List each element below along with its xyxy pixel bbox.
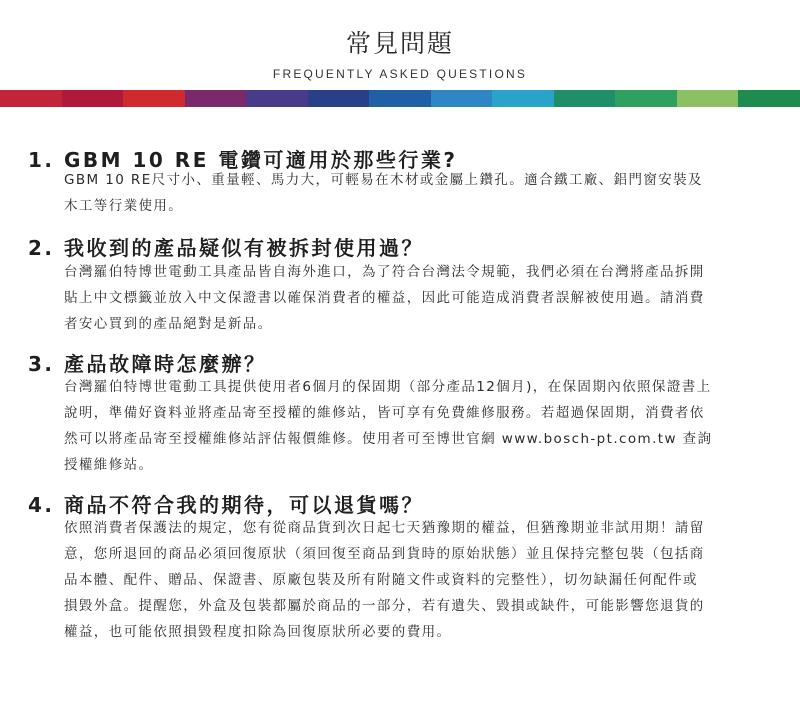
stripe-segment [123, 90, 185, 107]
stripe-segment [369, 90, 431, 107]
faq-answer-line: 台灣羅伯特博世電動工具產品皆自海外進口，為了符合台灣法令規範，我們必須在台灣將產品拆開 [64, 264, 705, 280]
stripe-segment [492, 90, 554, 107]
faq-question-4: 4. 商品不符合我的期待，可以退貨嗎？ [28, 493, 424, 517]
faq-answer-4 [64, 515, 774, 645]
faq-answer-line: 者安心買到的產品絕對是新品。 [64, 316, 273, 332]
faq-answer-line: GBM 10 RE尺寸小、重量輕、馬力大，可輕易在木材或金屬上鑽孔。適合鐵工廠、鋁門窗安裝及 [64, 172, 703, 188]
faq-answer-line: 說明，準備好資料並將產品寄至授權的維修站，皆可享有免費維修服務。若超過保固期，消費者依 [64, 405, 705, 421]
page-title: 常見問題 [345, 29, 454, 58]
faq-answer-line: 權益，也可能依照損毀程度扣除為回復原狀所必要的費用。 [64, 624, 452, 640]
page-header [0, 0, 800, 81]
stripe-segment [308, 90, 370, 107]
faq-answer-line: 授權維修站。 [64, 457, 154, 473]
faq-question-2: 2. 我收到的產品疑似有被拆封使用過？ [28, 236, 424, 260]
stripe-segment [738, 90, 800, 107]
stripe-segment [62, 90, 124, 107]
faq-answer-line: 然可以將產品寄至授權維修站評估報價維修。使用者可至博世官網 www.bosch-pt.com.tw 查詢 [64, 431, 713, 447]
faq-question-1: 1. GBM 10 RE 電鑽可適用於那些行業? [28, 148, 458, 172]
color-stripe-divider [0, 90, 800, 107]
faq-answer-1 [64, 167, 774, 219]
stripe-segment [185, 90, 247, 107]
faq-answer-line: 意，您所退回的商品必須回復原狀（須回復至商品到貨時的原始狀態）並且保持完整包裝（包括商 [64, 546, 705, 562]
faq-answer-line: 品本體、配件、贈品、保證書、原廠包裝及所有附隨文件或資料的完整性），切勿缺漏任何配件或 [64, 572, 698, 588]
stripe-segment [0, 90, 62, 107]
faq-answer-line: 台灣羅伯特博世電動工具提供使用者6個月的保固期（部分產品12個月)，在保固期內依照保證書上 [64, 379, 712, 395]
stripe-segment [677, 90, 739, 107]
faq-question-3: 3. 產品故障時怎麼辦？ [28, 352, 267, 376]
faq-answer-line: 貼上中文標籤並放入中文保證書以確保消費者的權益，因此可能造成消費者誤解被使用過。請消費 [64, 290, 705, 306]
faq-answer-line: 損毀外盒。提醒您，外盒及包裝都屬於商品的一部分，若有遺失、毀損或缺件，可能影響您退貨的 [64, 598, 705, 614]
faq-answer-line: 木工等行業使用。 [64, 198, 184, 214]
faq-answer-2 [64, 259, 774, 337]
faq-answer-line: 依照消費者保護法的規定，您有從商品貨到次日起七天猶豫期的權益，但猶豫期並非試用期！請留 [64, 520, 705, 536]
stripe-segment [615, 90, 677, 107]
stripe-segment [554, 90, 616, 107]
page-subtitle: FREQUENTLY ASKED QUESTIONS [272, 67, 528, 81]
stripe-segment [246, 90, 308, 107]
stripe-segment [431, 90, 493, 107]
faq-answer-3 [64, 374, 774, 478]
